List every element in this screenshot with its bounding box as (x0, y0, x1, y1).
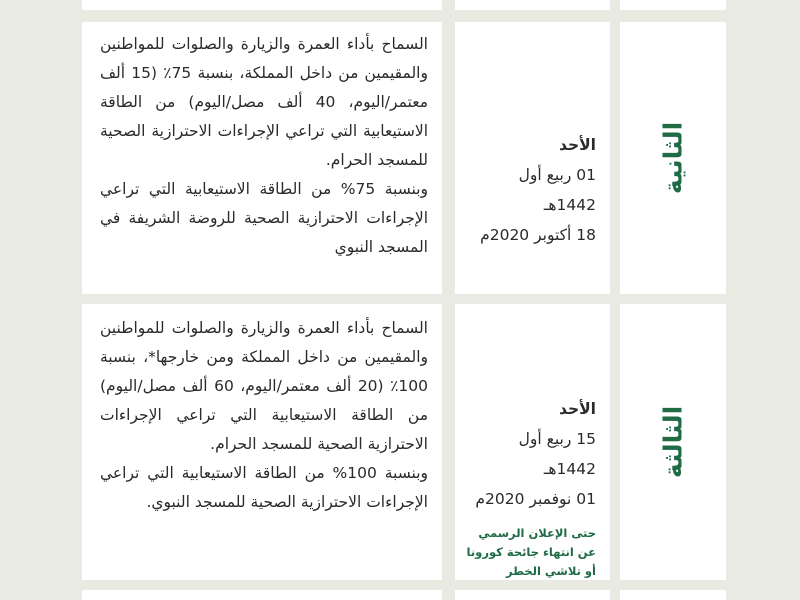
stage-3-day: الأحد (559, 400, 596, 418)
stage-2-label: الثانية (658, 121, 688, 195)
stage-3-description-paragraph-2: وبنسبة 100% من الطاقة الاستيعابية التي تراعي الإجراءات الاحترازية الصحية للمسجد النبوي. (100, 464, 429, 511)
table-cell-date-partial-bottom (455, 590, 610, 600)
stage-2-date (463, 130, 596, 250)
table-cell-description-partial (82, 0, 442, 10)
stage-2-description-paragraph-2: وبنسبة 75% من الطاقة الاستيعابية التي تراعي الإجراءات الاحترازية الصحية للروضة الشريفة في المسجد النبوي (100, 180, 429, 256)
stage-2-hijri-date: 01 ربيع أول 1442هـ (518, 166, 596, 214)
table-cell-stage-partial (620, 0, 726, 10)
table-cell-date-partial (455, 0, 610, 10)
stage-2-description (100, 30, 428, 262)
table-cell-stage-partial-bottom (620, 590, 726, 600)
stage-3-label-cell (620, 304, 726, 580)
stage-3-hijri-date: 15 ربيع أول 1442هـ (518, 430, 596, 478)
table-cell-description-partial-bottom (82, 590, 442, 600)
stage-3-date (463, 394, 596, 581)
stage-2-label-cell (620, 22, 726, 294)
stage-2-description-cell (82, 22, 442, 294)
stage-3-description (100, 314, 428, 517)
stage-3-end-note: حتى الإعلان الرسمي عن انتهاء جائحة كورونا أو تلاشي الخطر (466, 526, 596, 578)
stage-2-day: الأحد (559, 136, 596, 154)
stage-3-description-cell (82, 304, 442, 580)
stage-3-gregorian-date: 01 نوفمبر 2020م (475, 490, 596, 508)
stage-3-date-cell (455, 304, 610, 580)
stage-2-description-paragraph-1: السماح بأداء العمرة والزيارة والصلوات للمواطنين والمقيمين من داخل المملكة، بنسبة 75٪ (15 ألف معتمر/اليوم، 40 ألف مصل/اليوم) من الطاقة الاستيعابية التي تراعي الإجراءات الاحترازية الصحية للمسجد الحرام. (100, 35, 428, 169)
stage-3-label: الثالثة (658, 405, 688, 479)
stage-2-gregorian-date: 18 أكتوبر 2020م (480, 226, 596, 244)
stage-3-description-paragraph-1: السماح بأداء العمرة والزيارة والصلوات للمواطنين والمقيمين من داخل المملكة ومن خارجها*، بنسبة 100٪ (20 ألف معتمر/اليوم، 60 ألف مصل/اليوم) من الطاقة الاستيعابية التي تراعي الإجراءات الاحترازية الصحية للمسجد الحرام. (100, 319, 428, 453)
stage-2-date-cell (455, 22, 610, 294)
